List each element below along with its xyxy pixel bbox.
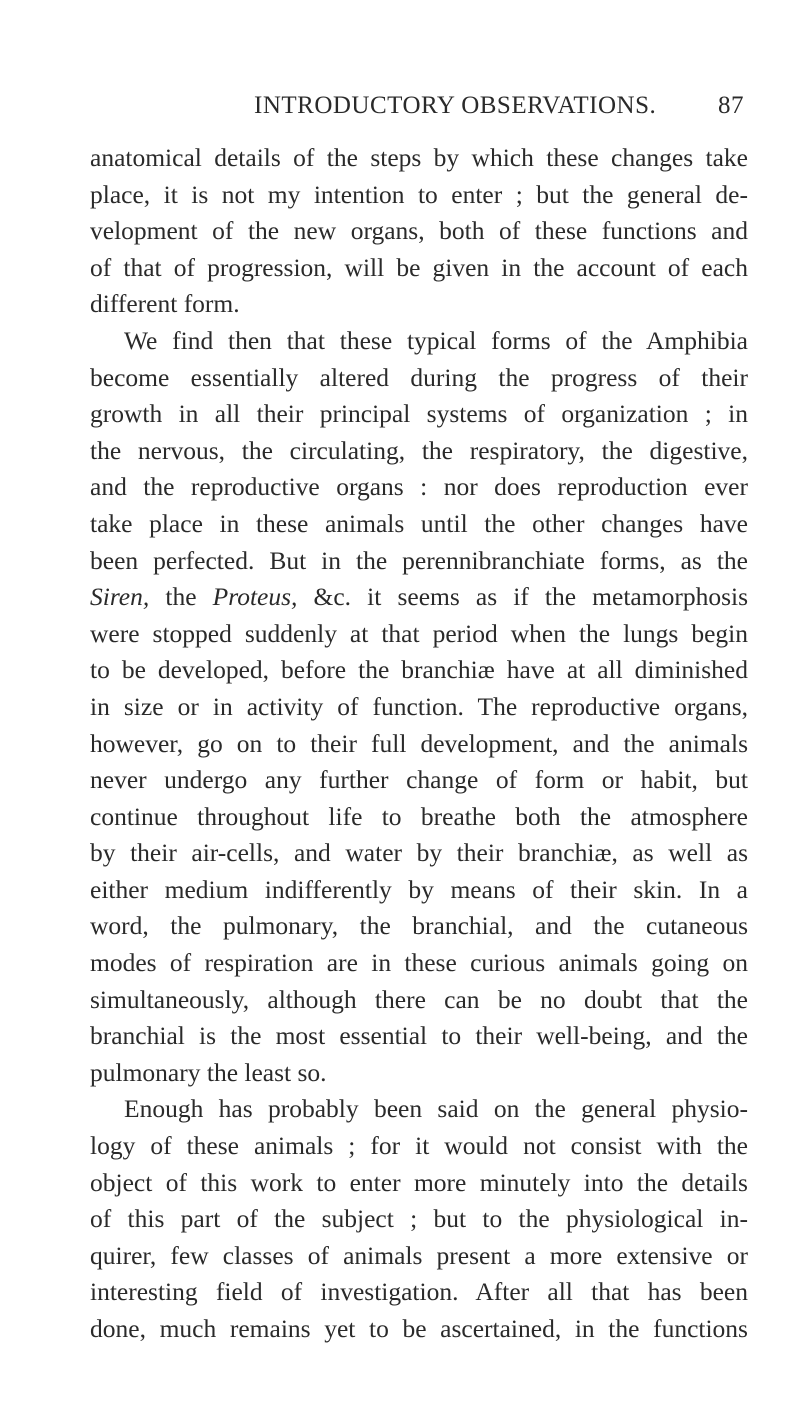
text-line: by their air-cells, and water by their branchiæ, as well as: [90, 838, 748, 868]
text-line: Enough has probably been said on the general physio-: [124, 1094, 748, 1124]
text-line: continue throughout life to breathe both the atmosphere: [90, 801, 748, 831]
text-line: of that of progression, will be given in the account of each: [90, 252, 748, 282]
text-line: word, the pulmonary, the branchial, and the cutaneous: [90, 911, 748, 941]
text-line: never undergo any further change of form or habit, but: [90, 765, 748, 795]
text-line: interesting field of investigation. After all that has been: [90, 1277, 748, 1307]
text-line: modes of respiration are in these curious animals going on: [90, 948, 748, 978]
italic-term-proteus: Proteus,: [212, 582, 298, 612]
text-line: become essentially altered during the progress of their: [90, 362, 748, 392]
text-fragment: &c. it seems as if the metamorphosis: [297, 582, 748, 612]
italic-term-siren: Siren,: [90, 582, 150, 612]
text-line: of this part of the subject ; but to the physiological in-: [90, 1204, 748, 1234]
text-line: and the reproductive organs : nor does reproduction ever: [90, 472, 748, 502]
body-text: [90, 140, 748, 1348]
text-line: in size or in activity of function. The reproductive organs,: [90, 691, 748, 721]
text-line: We find then that these typical forms of the Amphibia: [124, 325, 748, 355]
running-head: [254, 92, 744, 126]
text-line: branchial is the most essential to their well-being, and the: [90, 1021, 748, 1051]
text-line: object of this work to enter more minutely into the details: [90, 1167, 748, 1197]
text-line: growth in all their principal systems of organization ; in: [90, 399, 748, 429]
text-line: anatomical details of the steps by which these changes take: [90, 143, 748, 172]
running-head-title: INTRODUCTORY OBSERVATIONS.: [254, 92, 657, 119]
text-fragment: the: [149, 582, 213, 612]
text-line: place, it is not my intention to enter ; but the general de-: [90, 179, 748, 209]
text-line: were stopped suddenly at that period when the lungs begin: [90, 618, 748, 648]
text-line: logy of these animals ; for it would not consist with the: [90, 1131, 748, 1161]
text-line: quirer, few classes of animals present a more extensive or: [90, 1240, 748, 1270]
text-line: been perfected. But in the perennibranchiate forms, as the: [90, 545, 748, 575]
text-line-with-italics: [90, 579, 748, 616]
text-line: the nervous, the circulating, the respiratory, the digestive,: [90, 435, 748, 465]
text-line: done, much remains yet to be ascertained, in the functions: [90, 1314, 748, 1343]
text-line: simultaneously, although there can be no doubt that the: [90, 984, 748, 1014]
text-line: different form.: [90, 289, 240, 319]
text-line: velopment of the new organs, both of these functions and: [90, 216, 748, 246]
text-line: pulmonary the least so.: [90, 1057, 327, 1087]
text-line: either medium indifferently by means of their skin. In a: [90, 874, 748, 904]
text-line: however, go on to their full development, and the animals: [90, 728, 748, 758]
page-number: 87: [718, 92, 744, 119]
text-line: to be developed, before the branchiæ have at all diminished: [90, 655, 748, 685]
text-line: take place in these animals until the other changes have: [90, 508, 748, 538]
